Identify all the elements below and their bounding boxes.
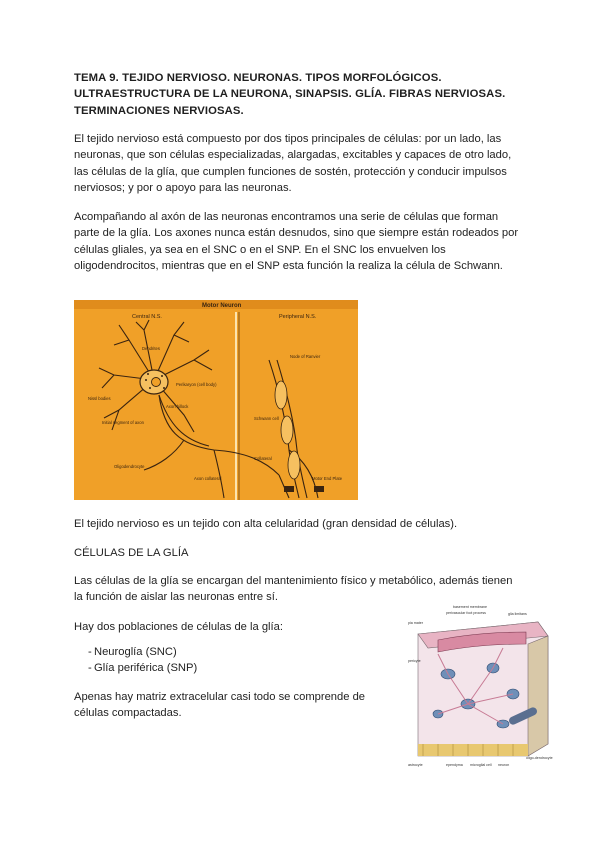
heading-glia-cells: CÉLULAS DE LA GLÍA — [74, 547, 189, 559]
paragraph-extracellular-matrix: Apenas hay matriz extracelular casi todo se comprende de células compactadas. — [74, 691, 366, 720]
glia-label-pia: pia mater — [408, 621, 423, 625]
glia-label-astrocyte: astrocyte — [408, 763, 423, 767]
motor-figure-left-label: Central N.S. — [132, 314, 162, 320]
motor-label-node-ranvier: Node of Ranvier — [290, 354, 321, 359]
motor-label-dendrites: Dendrites — [142, 346, 160, 351]
glia-population-list — [74, 644, 197, 677]
glia-label-limitans: glia limitans — [508, 612, 527, 616]
motor-label-perikaryon: Perikaryon (cell body) — [176, 382, 217, 387]
document-title: TEMA 9. TEJIDO NERVIOSO. NEURONAS. TIPOS MORFOLÓGICOS. ULTRAESTRUCTURA DE LA NEURONA, SINAPSIS. GLÍA. FIBRAS NERVIOSAS. TERMINACIONES NERVIOSAS. — [74, 72, 506, 117]
glia-label-oligodendrocyte: oligo-dendrocyte — [526, 756, 553, 760]
motor-label-hillock: Axon hillock — [166, 404, 189, 409]
motor-label-collateral: Collateral — [254, 456, 272, 461]
list-item: - Glía periférica (SNP) — [74, 660, 197, 676]
paragraph-axon-glia: Acompañando al axón de las neuronas encontramos una serie de células que forman parte de la glía. Los axones nunca están desnudos, sino que siempre están rodeados por células gliales, ya sea en el SNC o en el SNP. En el SNC los envuelven los oligodendrocitos, mientras que en el SNP esta función la realiza la célula de Schwann. — [74, 211, 519, 272]
glia-cells-figure — [408, 604, 556, 769]
paragraph-glia-function: Las células de la glía se encargan del mantenimiento físico y metabólico, además tienen la función de aislar las neuronas entre sí. — [74, 575, 513, 604]
motor-label-nissl: Nissl bodies — [88, 396, 111, 401]
motor-figure-title: Motor Neuron — [202, 303, 242, 309]
motor-neuron-figure — [74, 300, 358, 500]
motor-figure-background — [74, 300, 358, 500]
glia-label-ependyma: ependyma — [446, 763, 463, 767]
glia-label-microglia: microglial cell — [470, 763, 492, 767]
glia-label-basement: basement membrane — [453, 605, 487, 609]
motor-label-oligodendrocyte: Oligodendrocyte — [114, 464, 145, 469]
glia-label-pericyte: pericyte — [408, 659, 421, 663]
motor-label-axon-collateral: Axon collateral — [194, 476, 222, 481]
glia-label-perivascular: perivascular foot process — [446, 611, 486, 615]
paragraph-glia-populations: Hay dos poblaciones de células de la glía: — [74, 621, 283, 633]
motor-label-schwann: Schwann cell — [254, 416, 279, 421]
glia-label-neuron: neuron — [498, 763, 510, 767]
paragraph-nervous-tissue: El tejido nervioso está compuesto por dos tipos principales de células: por un lado, las neuronas, que son células especializadas, alargadas, excitables y capaces de otro lado, las células de la glía, que cumplen funciones de sostén, protección y conducir impulsos nerviosos; y por o apoyo para las neuronas. — [74, 133, 512, 194]
motor-figure-right-label: Peripheral N.S. — [279, 314, 317, 320]
motor-label-end-plate: Motor End Plate — [312, 476, 343, 481]
paragraph-cellularity: El tejido nervioso es un tejido con alta celularidad (gran densidad de células). — [74, 518, 458, 530]
list-item: - Neuroglía (SNC) — [74, 644, 197, 660]
motor-label-initial-segment: Initial segment of axon — [102, 420, 144, 425]
